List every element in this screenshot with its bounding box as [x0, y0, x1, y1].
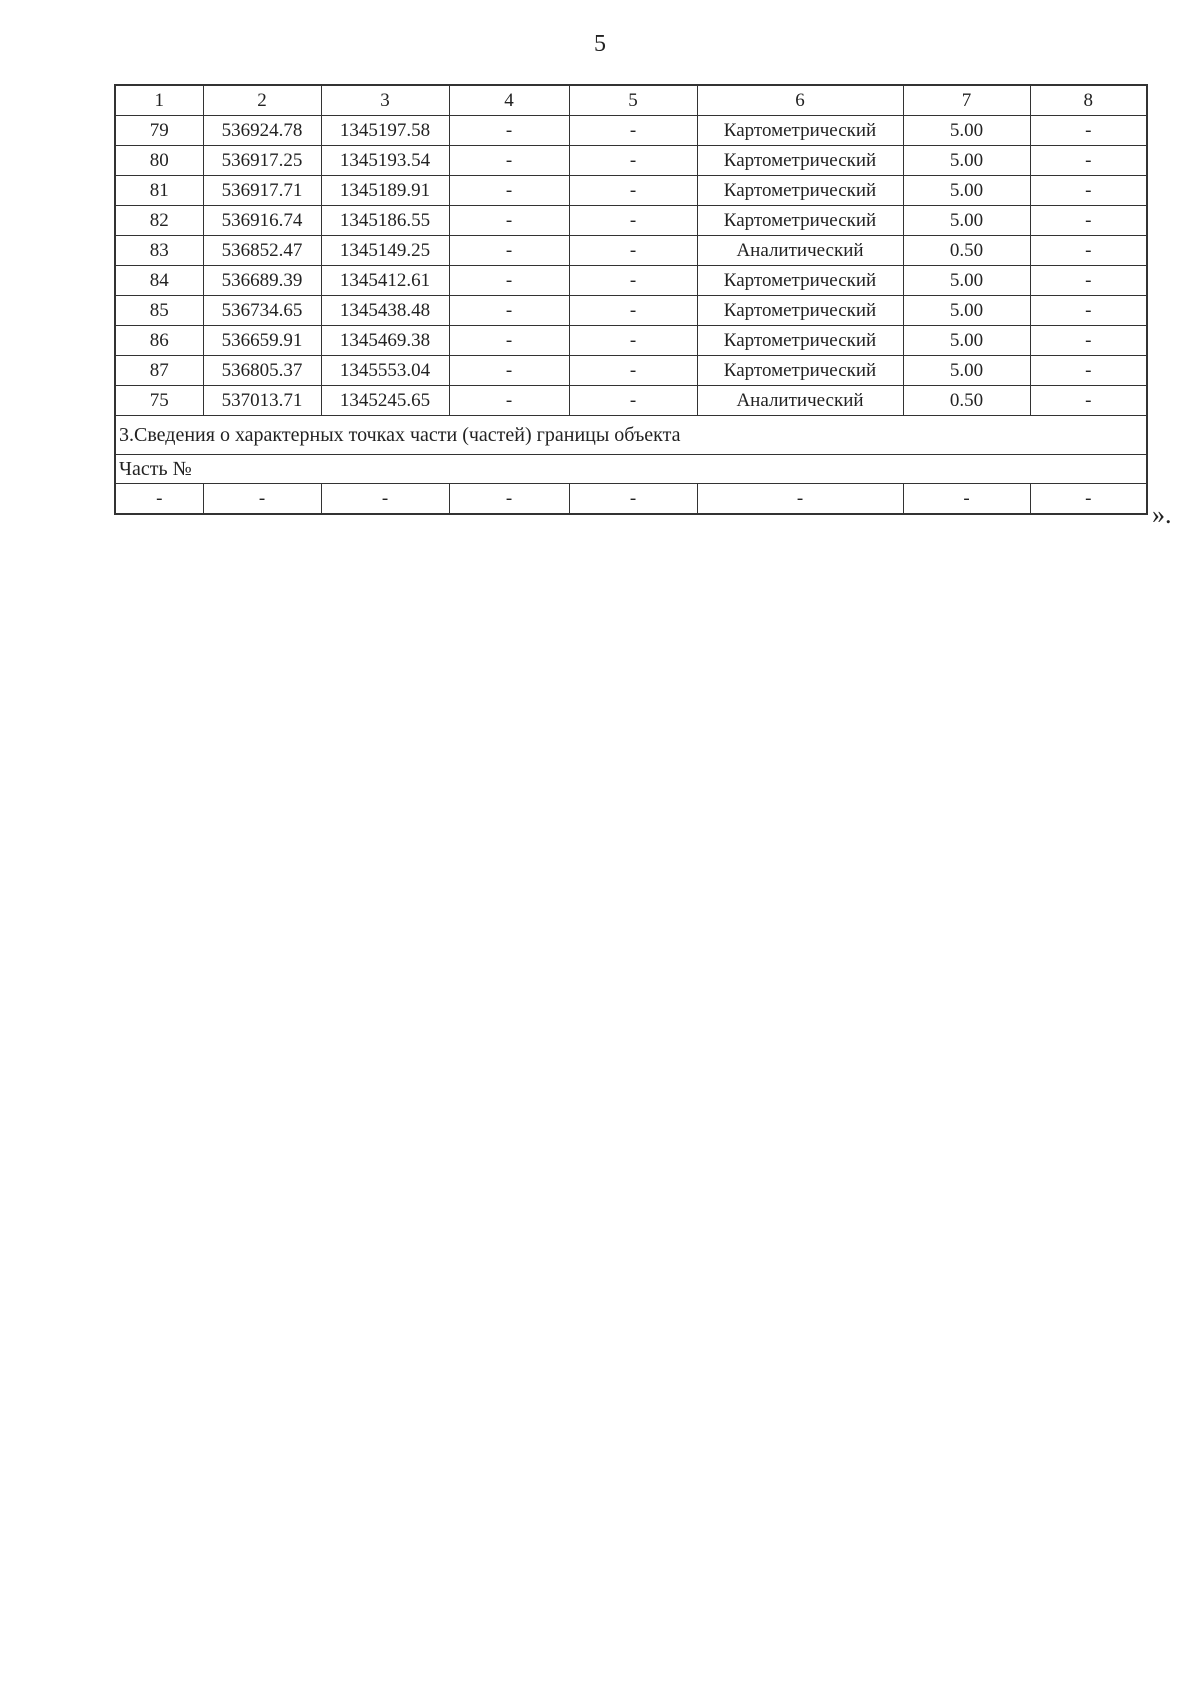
table-cell: 75	[115, 386, 203, 416]
table-cell: 1345469.38	[321, 326, 449, 356]
empty-cell: -	[903, 484, 1030, 515]
table-cell: 536659.91	[203, 326, 321, 356]
table-cell: 536852.47	[203, 236, 321, 266]
table-cell: 85	[115, 296, 203, 326]
table-row	[115, 176, 1147, 206]
table-cell: Картометрический	[697, 356, 903, 386]
table-cell: 5.00	[903, 206, 1030, 236]
header-cell: 4	[449, 85, 569, 116]
table-cell: -	[449, 356, 569, 386]
table-cell: -	[1030, 386, 1147, 416]
table-cell: -	[1030, 146, 1147, 176]
table-cell: -	[569, 356, 697, 386]
table-cell: 1345412.61	[321, 266, 449, 296]
table-cell: 84	[115, 266, 203, 296]
table-cell: -	[569, 326, 697, 356]
empty-cell: -	[569, 484, 697, 515]
table-cell: 81	[115, 176, 203, 206]
table-cell: 1345245.65	[321, 386, 449, 416]
table-cell: 87	[115, 356, 203, 386]
header-cell: 6	[697, 85, 903, 116]
table-cell: 79	[115, 116, 203, 146]
table-cell: -	[1030, 176, 1147, 206]
table-cell: 536916.74	[203, 206, 321, 236]
table-cell: 5.00	[903, 296, 1030, 326]
table-cell: -	[1030, 116, 1147, 146]
header-cell: 8	[1030, 85, 1147, 116]
table-cell: 5.00	[903, 266, 1030, 296]
header-cell: 5	[569, 85, 697, 116]
table-cell: 5.00	[903, 176, 1030, 206]
table-cell: Картометрический	[697, 146, 903, 176]
table-cell: 83	[115, 236, 203, 266]
table-cell: -	[449, 236, 569, 266]
table-row	[115, 296, 1147, 326]
table-cell: Аналитический	[697, 386, 903, 416]
table-cell: 1345186.55	[321, 206, 449, 236]
empty-cell: -	[203, 484, 321, 515]
table-cell: -	[569, 116, 697, 146]
table-cell: Картометрический	[697, 296, 903, 326]
table-cell: -	[569, 266, 697, 296]
table-cell: Картометрический	[697, 266, 903, 296]
table-cell: 5.00	[903, 356, 1030, 386]
table-cell: 536805.37	[203, 356, 321, 386]
table-cell: Картометрический	[697, 176, 903, 206]
table-cell: -	[449, 146, 569, 176]
table-row	[115, 146, 1147, 176]
table-cell: -	[449, 386, 569, 416]
empty-cell: -	[1030, 484, 1147, 515]
empty-cell: -	[115, 484, 203, 515]
table-cell: Аналитический	[697, 236, 903, 266]
header-cell: 2	[203, 85, 321, 116]
closing-quote-mark: ».	[1152, 500, 1172, 529]
table-cell: 1345197.58	[321, 116, 449, 146]
empty-row	[115, 484, 1147, 515]
table-cell: 1345149.25	[321, 236, 449, 266]
header-cell: 1	[115, 85, 203, 116]
table-row	[115, 326, 1147, 356]
table-cell: 82	[115, 206, 203, 236]
table-cell: 536917.71	[203, 176, 321, 206]
table-cell: 80	[115, 146, 203, 176]
header-row	[115, 85, 1147, 116]
table-cell: Картометрический	[697, 206, 903, 236]
header-cell: 7	[903, 85, 1030, 116]
table-cell: 536689.39	[203, 266, 321, 296]
table-cell: -	[1030, 266, 1147, 296]
table-cell: 5.00	[903, 116, 1030, 146]
table-cell: -	[449, 116, 569, 146]
table-cell: 536917.25	[203, 146, 321, 176]
table-row	[115, 356, 1147, 386]
table-cell: -	[1030, 206, 1147, 236]
table-cell: 1345553.04	[321, 356, 449, 386]
header-cell: 3	[321, 85, 449, 116]
table-body	[115, 85, 1147, 514]
table-row	[115, 116, 1147, 146]
table-cell: -	[449, 266, 569, 296]
table-cell: -	[1030, 356, 1147, 386]
table-cell: 1345189.91	[321, 176, 449, 206]
table-cell: 1345193.54	[321, 146, 449, 176]
empty-cell: -	[697, 484, 903, 515]
table-cell: -	[569, 236, 697, 266]
empty-cell: -	[321, 484, 449, 515]
table-cell: 0.50	[903, 386, 1030, 416]
table-cell: 0.50	[903, 236, 1030, 266]
table-cell: 1345438.48	[321, 296, 449, 326]
part-label-row	[115, 455, 1147, 484]
table-cell: 5.00	[903, 326, 1030, 356]
table-cell: 86	[115, 326, 203, 356]
table-cell: Картометрический	[697, 116, 903, 146]
table-cell: 536734.65	[203, 296, 321, 326]
part-label: Часть №	[115, 455, 1147, 484]
table-cell: -	[1030, 236, 1147, 266]
table-row	[115, 266, 1147, 296]
page-number: 5	[594, 31, 606, 57]
table-cell: 537013.71	[203, 386, 321, 416]
table-cell: -	[449, 326, 569, 356]
table-row	[115, 236, 1147, 266]
table-cell: -	[569, 146, 697, 176]
table-cell: -	[569, 296, 697, 326]
table-cell: -	[449, 176, 569, 206]
table-cell: -	[449, 206, 569, 236]
table-cell: 536924.78	[203, 116, 321, 146]
table-cell: 5.00	[903, 146, 1030, 176]
table-cell: -	[569, 176, 697, 206]
section-title: 3.Сведения о характерных точках части (частей) границы объекта	[115, 416, 1147, 455]
table-cell: -	[1030, 296, 1147, 326]
section-title-row	[115, 416, 1147, 455]
table-cell: Картометрический	[697, 326, 903, 356]
table-cell: -	[569, 206, 697, 236]
table-row	[115, 206, 1147, 236]
empty-cell: -	[449, 484, 569, 515]
table-row	[115, 386, 1147, 416]
table-cell: -	[449, 296, 569, 326]
table-cell: -	[1030, 326, 1147, 356]
table-cell: -	[569, 386, 697, 416]
coordinates-table	[114, 84, 1148, 515]
